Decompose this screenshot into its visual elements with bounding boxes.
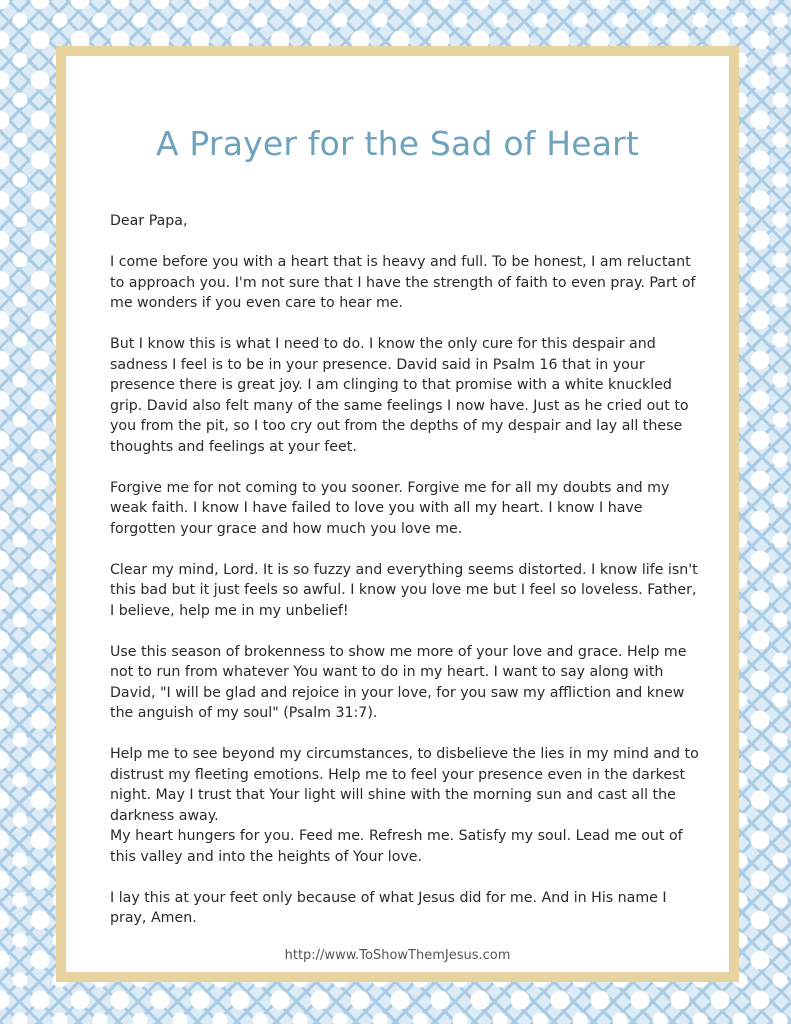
paragraph: Use this season of brokenness to show me more of your love and grace. Help me not to run from whatever You want to do in my heart. I want to say along with David, "I will be glad and rejoice in your love, for you saw my affliction and knew the anguish of my soul" (Psalm 31:7). (110, 643, 687, 721)
prayer-page (66, 56, 729, 972)
page-frame (56, 46, 739, 982)
paragraph: I lay this at your feet only because of what Jesus did for me. And in His name I pray, Amen. (110, 889, 667, 926)
paragraph: I come before you with a heart that is heavy and full. To be honest, I am reluctant to approach you. I'm not sure that I have the strength of faith to even pray. Part of me wonders if you even care to hear me. (110, 254, 696, 311)
footer-url: http://www.ToShowThemJesus.com (284, 948, 511, 963)
paragraph: Clear my mind, Lord. It is so fuzzy and everything seems distorted. I know life isn't this bad but it just feels so awful. I know you love me but I feel so loveless. Father, I believe, help me in my unbelief! (110, 561, 698, 619)
paragraph: My heart hungers for you. Feed me. Refresh me. Satisfy my soul. Lead me out of this valley and into the heights of Your love. (110, 828, 683, 865)
paragraph: Help me to see beyond my circumstances, to disbelieve the lies in my mind and to distrust my fleeting emotions. Help me to feel your presence even in the darkest night. May I trust that Your light will shine with the morning sun and cast all the darkness away. (110, 746, 699, 824)
page-title: A Prayer for the Sad of Heart (155, 124, 640, 163)
paragraph: But I know this is what I need to do. I know the only cure for this despair and sadness I feel is to be in your presence. David said in Psalm 16 that in your presence there is great joy. I am clinging to that promise with a white knuckled grip. David also felt many of the same feelings I now have. Just as he cried out to you from the pit, so I too cry out from the depths of my despair and lay all these thoughts and feelings at your feet. (110, 336, 689, 455)
paragraph: Forgive me for not coming to you sooner. Forgive me for all my doubts and my weak faith. I know I have failed to love you with all my heart. I know I have forgotten your grace and how much you love me. (110, 479, 670, 537)
prayer-body (110, 211, 700, 949)
salutation: Dear Papa, (110, 213, 188, 229)
